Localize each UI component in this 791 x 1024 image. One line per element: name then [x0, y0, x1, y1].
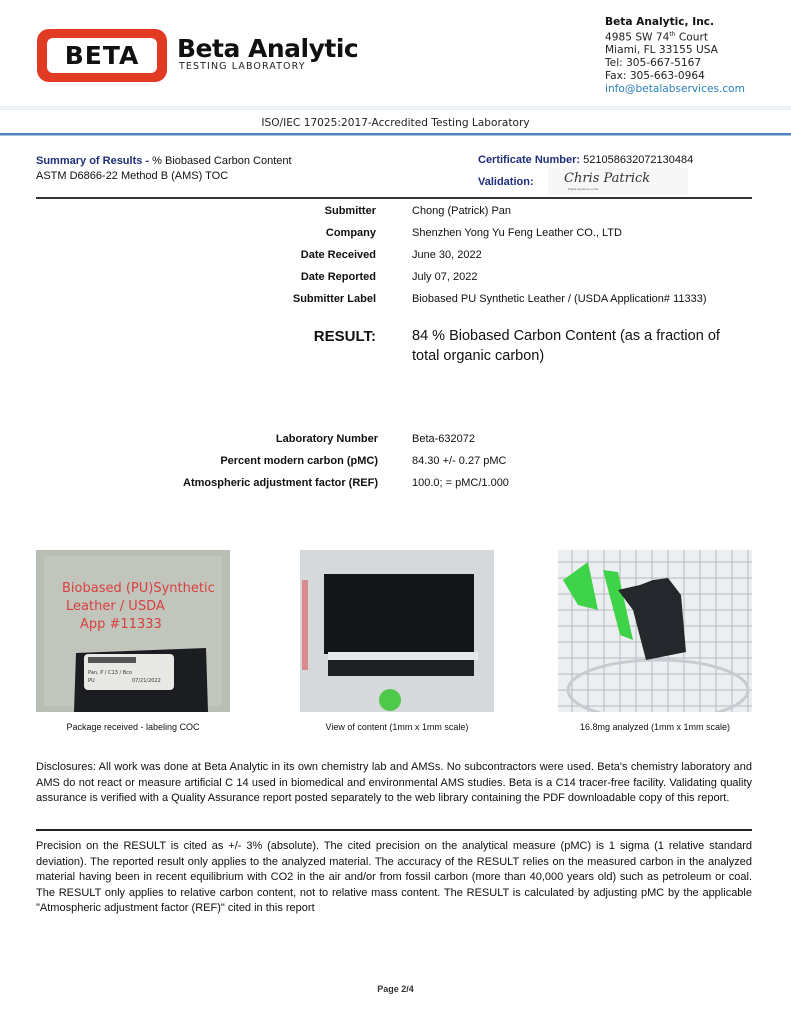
- handwriting-line-2: Leather / USDA: [66, 599, 165, 614]
- logo-subtitle: TESTING LABORATORY: [179, 61, 306, 72]
- logo-name: Beta Analytic: [177, 34, 359, 63]
- test-method: ASTM D6866-22 Method B (AMS) TOC: [36, 170, 229, 182]
- caption-view-of-content: View of content (1mm x 1mm scale): [325, 722, 469, 732]
- tag-line-2: PU: [88, 678, 95, 684]
- letterhead: [0, 0, 791, 106]
- street-number: 4985 SW 74: [605, 31, 670, 44]
- date-reported-label: Date Reported: [300, 271, 376, 283]
- accreditation-banner: ISO/IEC 17025:2017-Accredited Testing Laboratory: [261, 117, 530, 129]
- tag-line-1: Pan, P / C13 / Bco: [88, 670, 133, 676]
- header-divider: [0, 106, 791, 110]
- validation-label: Validation:: [478, 176, 534, 188]
- date-received-label: Date Received: [300, 249, 376, 261]
- company-address: [605, 16, 745, 95]
- photo-view-of-content: [300, 550, 494, 712]
- caption-package-received: Package received - labeling COC: [66, 722, 200, 732]
- handwriting-line-3: App #11333: [80, 617, 162, 632]
- tag-date: 07/21/2022: [132, 678, 161, 684]
- submitter-label-label: Submitter Label: [292, 293, 376, 305]
- address-line-1: [605, 29, 745, 44]
- caption-sample-analyzed: 16.8mg analyzed (1mm x 1mm scale): [579, 722, 731, 732]
- signature: Chris Patrick: [564, 171, 651, 186]
- pmc-value: 84.30 +/- 0.27 pMC: [412, 455, 507, 467]
- company-value: Shenzhen Yong Yu Feng Leather CO., LTD: [412, 227, 622, 239]
- sample-photo-illustration: [558, 550, 752, 712]
- pmc-label: Percent modern carbon (pMC): [220, 455, 378, 467]
- lab-number-label: Laboratory Number: [275, 433, 378, 445]
- certificate-label: Certificate Number:: [478, 154, 581, 166]
- summary-heading: [36, 154, 292, 184]
- result-label: RESULT:: [313, 328, 376, 345]
- company-label: Company: [325, 227, 376, 239]
- submitter-label-value: Biobased PU Synthetic Leather / (USDA Application# 11333): [412, 293, 707, 305]
- signature-note: Digital signature on file: [568, 187, 599, 191]
- submitter-value: Chong (Patrick) Pan: [412, 205, 512, 217]
- certificate-number: [478, 154, 693, 166]
- photo-sample-analyzed: [558, 550, 752, 712]
- address-line-2: Miami, FL 33155 USA: [605, 44, 718, 57]
- beta-logo: [37, 29, 167, 82]
- page-number: Page 2/4: [377, 984, 414, 994]
- ref-value: 100.0; = pMC/1.000: [412, 477, 509, 489]
- blue-divider: [0, 133, 791, 136]
- section-divider: [36, 197, 752, 199]
- summary-label: Summary of Results -: [36, 155, 153, 167]
- certificate-value: 521058632072130484: [580, 154, 694, 166]
- company-name: Beta Analytic, Inc.: [605, 16, 715, 28]
- submitter-label: Submitter: [324, 205, 376, 217]
- telephone: Tel: 305-667-5167: [605, 56, 702, 69]
- date-received-value: June 30, 2022: [412, 249, 482, 261]
- photo-package-received: [36, 550, 230, 712]
- package-photo-illustration: [36, 550, 230, 712]
- logo-mark: BETA: [47, 38, 157, 73]
- fax: Fax: 305-663-0964: [605, 69, 705, 82]
- handwriting-line-1: Biobased (PU)Synthetic: [62, 581, 215, 596]
- ordinal-suffix: th: [669, 30, 676, 38]
- precision-paragraph: Precision on the RESULT is cited as +/- 3% (absolute). The cited precision on the analytical measure (pMC) is 1 sigma (1 relative standard deviation). The reported result only applies to the analyzed material. The accuracy of the RESULT relies on the measured carbon in the analyzed material having been in recent equilibrium with CO2 in the air and/or from fossil carbon (more than 40,000 years old) such as petroleum or coal. The RESULT only applies to relative carbon content, not to relative mass content. The RESULT is calculated by adjusting pMC by the applicable "Atmospheric adjustment factor (REF)" cited in this report: [36, 840, 752, 914]
- content-photo-illustration: [300, 550, 494, 712]
- ref-label: Atmospheric adjustment factor (REF): [183, 477, 378, 489]
- result-value: 84 % Biobased Carbon Content (as a fraction of total organic carbon): [412, 328, 720, 364]
- street-name: Court: [675, 31, 709, 44]
- date-reported-value: July 07, 2022: [412, 271, 478, 283]
- summary-title: % Biobased Carbon Content: [152, 155, 292, 167]
- disclosures-divider: [36, 829, 752, 831]
- lab-number-value: Beta-632072: [412, 433, 475, 445]
- disclosures-paragraph: Disclosures: All work was done at Beta Analytic in its own chemistry lab and AMSs. No subcontractors were used. Beta's chemistry laboratory and AMS do not react or measure artificial C 14 used in biomedical and environmental AMS studies. Beta is a C14 tracer-free facility. Validating quality assurance is verified with a Quality Assurance report posted separately to the web library containing the PDF downloadable copy of this report.: [36, 761, 752, 804]
- email-link[interactable]: info@betalabservices.com: [605, 82, 745, 95]
- signature-box: [548, 168, 688, 195]
